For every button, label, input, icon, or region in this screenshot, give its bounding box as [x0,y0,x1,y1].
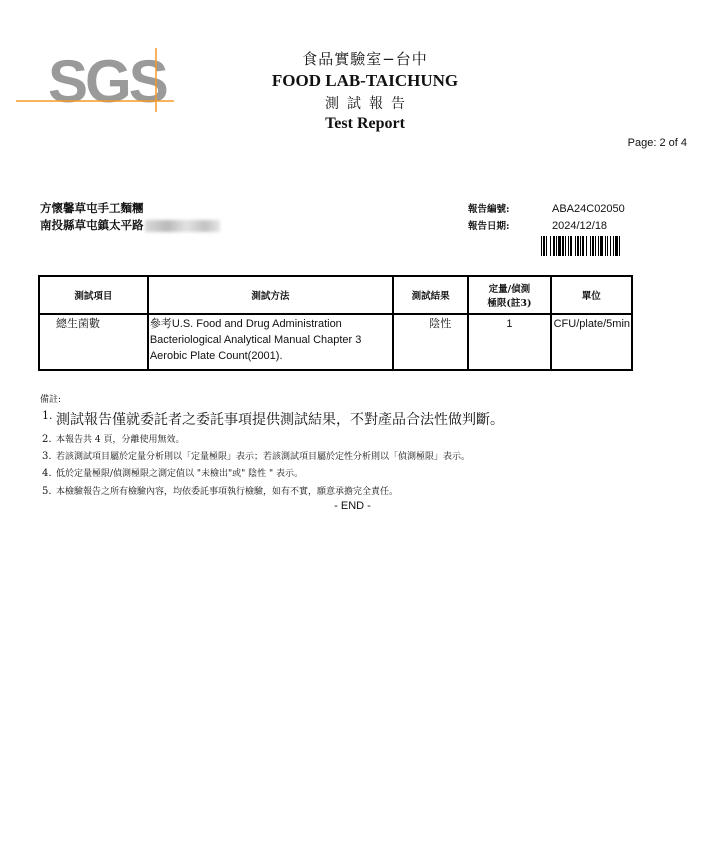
client-address-text: 南投縣草屯鎮太平路 [40,218,144,232]
header-test-method: 測試方法 [148,276,393,314]
client-address [40,217,220,234]
report-title-en: Test Report [325,115,405,132]
cell-test-result: 陰性 [393,314,468,370]
table-header-row [39,276,632,314]
header-test-item: 測試項目 [39,276,148,314]
header-limit-line2: 極限(註3) [487,298,532,309]
lab-name-en: FOOD LAB-TAICHUNG [271,71,459,90]
report-date-value: 2024/12/18 [552,220,608,232]
note-number: 4. [42,468,52,479]
cell-test-method [148,314,393,370]
results-table [38,275,633,371]
cell-limit: 1 [468,314,550,370]
note-text: 本報告共 4 頁，分離使用無效。 [56,435,185,445]
note-text: 若該測試項目屬於定量分析則以「定量極限」表示；若該測試項目屬於定性分析則以「偵測極限」表示。 [56,452,471,462]
note-item [42,449,470,462]
note-number: 5. [42,486,52,497]
header-unit: 單位 [551,276,632,314]
header-test-result: 測試結果 [393,276,468,314]
method-line-1: 參考U.S. Food and Drug Administration [149,318,342,330]
client-block [40,200,220,234]
note-item [42,484,398,497]
client-name: 方懷馨草屯手工麵糰 [40,201,144,215]
report-date-label: 報告日期: [468,221,510,232]
barcode [541,236,668,256]
note-item [42,409,504,429]
note-number: 1. [42,409,53,422]
table-row [39,314,632,370]
end-mark: - END - [334,500,371,512]
redacted-address [145,220,220,232]
cell-test-item: 總生菌數 [39,314,148,370]
svg-text:SGS: SGS [48,48,166,114]
header-limit-line1: 定量/偵測 [488,284,531,295]
lab-name-zh: 食品實驗室−台中 [302,50,428,68]
report-no-value: ABA24C02050 [552,203,625,215]
note-text: 測試報告僅就委託者之委託事項提供測試結果，不對產品合法性做判斷。 [56,412,504,428]
method-line-2: Bacteriological Analytical Manual Chapter 3 [149,334,362,346]
note-text: 低於定量極限/偵測極限之測定值以 "未檢出"或" 陰性 " 表示。 [56,469,304,479]
sgs-logo [16,44,176,114]
notes-heading: 備註: [40,395,62,405]
note-number: 3. [42,451,52,462]
method-line-3: Aerobic Plate Count(2001). [149,350,283,362]
note-item [42,466,303,479]
header-limit [468,276,550,314]
note-number: 2. [42,434,52,445]
cell-unit: CFU/plate/5min [551,314,632,370]
report-no-label: 報告編號: [468,204,510,215]
report-title-zh: 測試報告 [325,96,413,112]
note-text: 本檢驗報告之所有檢驗內容，均依委託事項執行檢驗，如有不實，願意承擔完全責任。 [56,487,399,497]
report-meta [468,201,625,235]
page-number: Page: 2 of 4 [627,137,687,149]
note-item [42,432,184,445]
